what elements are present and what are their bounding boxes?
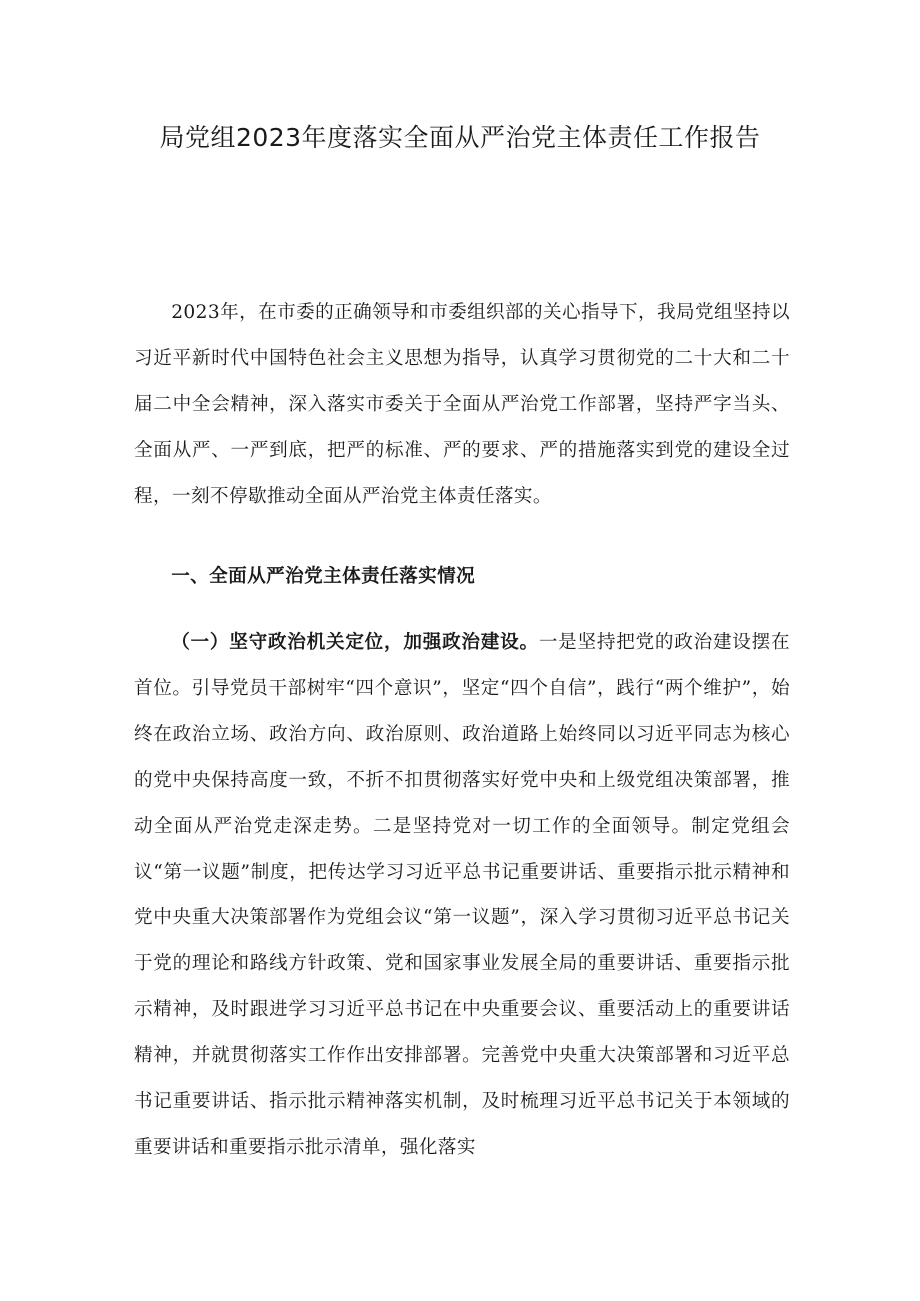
document-title: 局党组2023年度落实全面从严治党主体责任工作报告 [159,123,761,152]
subsection-heading: （一）坚守政治机关定位，加强政治建设。 [171,632,539,653]
intro-paragraph: 2023年，在市委的正确领导和市委组织部的关心指导下，我局党组坚持以习近平新时代中国特色社会主义思想为指导，认真学习贯彻党的二十大和二十届二中全会精神，深入落实市委关于全面从严治党工作部署，坚持严字当头、全面从严、一严到底，把严的标准、严的要求、严的措施落实到党的建设全过程，一刻不停歇推动全面从严治党主体责任落实。 [134,302,790,507]
subsection-paragraph [134,620,790,1171]
subsection-body: 一是坚持把党的政治建设摆在首位。引导党员干部树牢“四个意识”，坚定“四个自信”，践行“两个维护”，始终在政治立场、政治方向、政治原则、政治道路上始终同以习近平同志为核心的党中央保持高度一致，不折不扣贯彻落实好党中央和上级党组决策部署，推动全面从严治党走深走势。二是坚持党对一切工作的全面领导。制定党组会议“第一议题”制度，把传达学习习近平总书记重要讲话、重要指示批示精神和党中央重大决策部署作为党组会议“第一议题”，深入学习贯彻习近平总书记关于党的理论和路线方针政策、党和国家事业发展全局的重要讲话、重要指示批示精神，及时跟进学习习近平总书记在中央重要会议、重要活动上的重要讲话精神，并就贯彻落实工作作出安排部署。完善党中央重大决策部署和习近平总书记重要讲话、指示批示精神落实机制，及时梳理习近平总书记关于本领域的重要讲话和重要指示批示清单，强化落实 [134,632,790,1158]
section-heading: 一、全面从严治党主体责任落实情况 [171,566,476,587]
